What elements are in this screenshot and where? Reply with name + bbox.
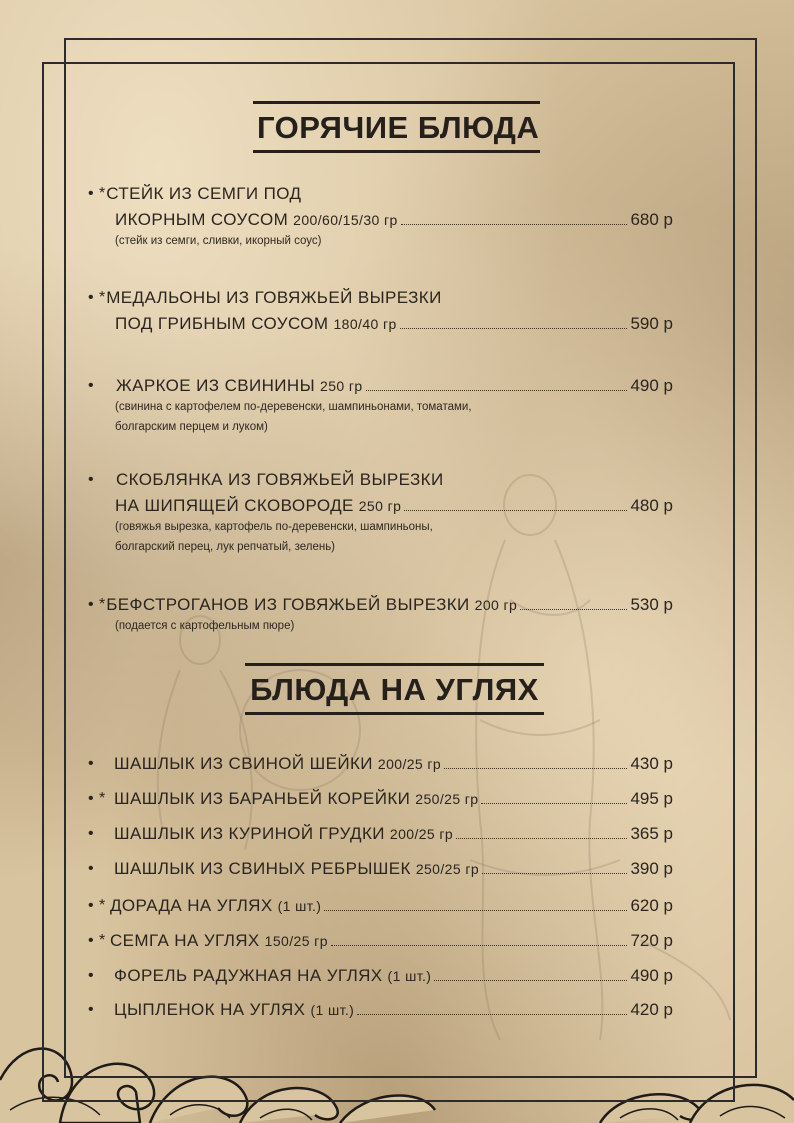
bullet-icon: • bbox=[88, 471, 94, 488]
item-price: 365 р bbox=[630, 824, 673, 843]
dot-leader bbox=[404, 509, 627, 511]
dot-leader bbox=[482, 872, 627, 874]
bullet-icon: • bbox=[88, 825, 94, 842]
menu-item bbox=[88, 994, 673, 1020]
bullet-icon: • bbox=[88, 755, 94, 772]
dot-leader bbox=[400, 327, 628, 329]
bullet-icon: • bbox=[88, 967, 94, 984]
bullet-icon: • bbox=[88, 897, 94, 914]
bullet-icon: • bbox=[88, 289, 94, 306]
item-name: ШАШЛЫК ИЗ СВИНЫХ РЕБРЫШЕК bbox=[114, 859, 411, 878]
wave-ornament bbox=[0, 1020, 794, 1123]
item-name: ЖАРКОЕ ИЗ СВИНИНЫ bbox=[116, 376, 316, 395]
menu-item bbox=[88, 748, 673, 774]
item-description-line2: болгарским перцем и луком) bbox=[115, 421, 268, 433]
menu-item bbox=[88, 925, 673, 951]
item-name: СТЕЙК ИЗ СЕМГИ ПОД bbox=[106, 184, 302, 203]
item-price: 680 р bbox=[630, 210, 673, 229]
item-price: 430 р bbox=[630, 754, 673, 773]
item-price: 530 р bbox=[630, 595, 673, 614]
item-weight: (1 шт.) bbox=[310, 1002, 355, 1018]
menu-item bbox=[88, 890, 673, 916]
item-name: ШАШЛЫК ИЗ КУРИНОЙ ГРУДКИ bbox=[114, 824, 385, 843]
heading-hot-dishes: ГОРЯЧИЕ БЛЮДА bbox=[253, 101, 540, 153]
item-price: 490 р bbox=[630, 376, 673, 395]
item-name: ЦЫПЛЕНОК НА УГЛЯХ bbox=[114, 1000, 306, 1019]
item-price: 480 р bbox=[630, 496, 673, 515]
item-weight: 250 гр bbox=[358, 498, 402, 514]
menu-item bbox=[88, 589, 673, 637]
menu-item bbox=[88, 783, 673, 809]
star-mark: * bbox=[99, 596, 106, 613]
item-weight: 180/40 гр bbox=[333, 316, 397, 332]
dot-leader bbox=[481, 802, 627, 804]
bullet-icon: • bbox=[88, 1001, 94, 1018]
item-description: (стейк из семги, сливки, икорный соус) bbox=[115, 235, 322, 247]
item-price: 390 р bbox=[630, 859, 673, 878]
dot-leader bbox=[366, 389, 628, 391]
bullet-icon: • bbox=[88, 377, 94, 394]
star-mark: * bbox=[99, 932, 106, 949]
item-weight: 250/25 гр bbox=[415, 861, 480, 877]
menu-item bbox=[88, 282, 673, 334]
item-price: 720 р bbox=[630, 931, 673, 950]
section-title-grill bbox=[245, 663, 540, 715]
dot-leader bbox=[520, 608, 627, 610]
item-name: СКОБЛЯНКА ИЗ ГОВЯЖЬЕЙ ВЫРЕЗКИ bbox=[116, 470, 444, 489]
bullet-icon: • bbox=[88, 932, 94, 949]
item-description: (подается с картофельным пюре) bbox=[115, 620, 295, 632]
item-name: ФОРЕЛЬ РАДУЖНАЯ НА УГЛЯХ bbox=[114, 966, 383, 985]
item-price: 420 р bbox=[630, 1000, 673, 1019]
menu-item bbox=[88, 960, 673, 986]
item-weight: (1 шт.) bbox=[387, 968, 432, 984]
dot-leader bbox=[444, 767, 627, 769]
bullet-icon: • bbox=[88, 790, 94, 807]
item-price: 490 р bbox=[630, 966, 673, 985]
item-price: 590 р bbox=[630, 314, 673, 333]
menu-item bbox=[88, 178, 673, 252]
item-weight: 200/25 гр bbox=[377, 756, 442, 772]
dot-leader bbox=[401, 223, 628, 225]
item-name: ДОРАДА НА УГЛЯХ bbox=[110, 896, 273, 915]
item-weight: 200/60/15/30 гр bbox=[293, 212, 398, 228]
heading-grill-dishes: БЛЮДА НА УГЛЯХ bbox=[245, 663, 544, 715]
item-price: 620 р bbox=[630, 896, 673, 915]
star-mark: * bbox=[99, 185, 106, 202]
item-weight: 200/25 гр bbox=[389, 826, 454, 842]
item-weight: (1 шт.) bbox=[277, 898, 322, 914]
item-name-line2: ИКОРНЫМ СОУСОМ bbox=[115, 210, 289, 229]
bullet-icon: • bbox=[88, 596, 94, 613]
item-description-line2: болгарский перец, лук репчатый, зелень) bbox=[115, 541, 336, 553]
dot-leader bbox=[324, 909, 627, 911]
menu-item bbox=[88, 818, 673, 844]
item-weight: 250 гр bbox=[320, 378, 363, 394]
section-title-hot bbox=[253, 101, 540, 153]
item-weight: 200 гр bbox=[474, 597, 518, 613]
star-mark: * bbox=[99, 897, 106, 914]
menu-item bbox=[88, 464, 673, 558]
item-name-line2: НА ШИПЯЩЕЙ СКОВОРОДЕ bbox=[115, 496, 354, 515]
item-weight: 150/25 гр bbox=[264, 933, 328, 949]
dot-leader bbox=[357, 1013, 627, 1015]
item-name: СЕМГА НА УГЛЯХ bbox=[110, 931, 260, 950]
item-weight: 250/25 гр bbox=[415, 791, 479, 807]
star-mark: * bbox=[99, 790, 106, 807]
dot-leader bbox=[434, 979, 627, 981]
menu-item bbox=[88, 853, 673, 879]
item-name: БЕФСТРОГАНОВ ИЗ ГОВЯЖЬЕЙ ВЫРЕЗКИ bbox=[106, 595, 470, 614]
item-name: ШАШЛЫК ИЗ БАРАНЬЕЙ КОРЕЙКИ bbox=[114, 789, 411, 808]
dot-leader bbox=[456, 837, 627, 839]
bullet-icon: • bbox=[88, 185, 94, 202]
menu-item bbox=[88, 370, 673, 438]
item-description: (говяжья вырезка, картофель по-деревенски, шампиньоны, bbox=[115, 521, 433, 533]
item-name: ШАШЛЫК ИЗ СВИНОЙ ШЕЙКИ bbox=[114, 754, 373, 773]
item-description: (свинина с картофелем по-деревенски, шампиньонами, томатами, bbox=[115, 401, 472, 413]
item-name-line2: ПОД ГРИБНЫМ СОУСОМ bbox=[115, 314, 329, 333]
star-mark: * bbox=[99, 289, 106, 306]
item-price: 495 р bbox=[630, 789, 673, 808]
dot-leader bbox=[331, 944, 628, 946]
bullet-icon: • bbox=[88, 860, 94, 877]
item-name: МЕДАЛЬОНЫ ИЗ ГОВЯЖЬЕЙ ВЫРЕЗКИ bbox=[106, 288, 442, 307]
